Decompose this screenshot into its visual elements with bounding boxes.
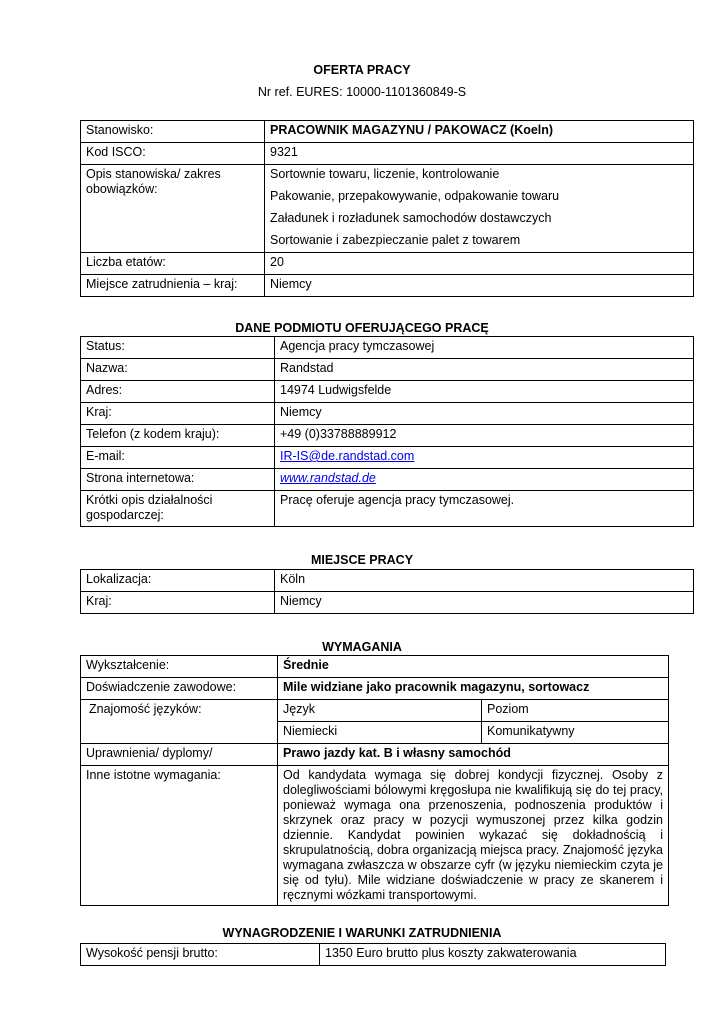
vacancies-value: 20 — [265, 253, 694, 275]
other-requirements-label: Inne istotne wymagania: — [81, 766, 278, 906]
workplace-country-value: Niemcy — [275, 592, 694, 614]
languages-label: Znajomość języków: — [81, 700, 278, 744]
name-value: Randstad — [275, 359, 694, 381]
position-table — [80, 120, 694, 297]
location-value: Köln — [275, 570, 694, 592]
salary-label: Wysokość pensji brutto: — [81, 944, 320, 966]
workplace-table — [80, 569, 694, 614]
position-label: Stanowisko: — [81, 121, 265, 143]
address-label: Adres: — [81, 381, 275, 403]
work-country-label: Miejsce zatrudnienia – kraj: — [81, 275, 265, 297]
duties-list — [265, 165, 694, 253]
position-value: PRACOWNIK MAGAZYNU / PAKOWACZ (Koeln) — [265, 121, 694, 143]
licenses-label: Uprawnienia/ dyplomy/ — [81, 744, 278, 766]
website-label: Strona internetowa: — [81, 469, 275, 491]
workplace-country-label: Kraj: — [81, 592, 275, 614]
language-value: Niemiecki — [278, 722, 482, 744]
workplace-heading: MIEJSCE PRACY — [310, 553, 414, 567]
requirements-heading: WYMAGANIA — [322, 640, 402, 654]
level-header: Poziom — [482, 700, 669, 722]
website-link[interactable]: www.randstad.de — [280, 471, 376, 485]
salary-heading: WYNAGRODZENIE I WARUNKI ZATRUDNIENIA — [222, 926, 502, 940]
education-value: Średnie — [278, 656, 669, 678]
country-value: Niemcy — [275, 403, 694, 425]
duty-item: Sortowanie i zabezpieczanie palet z towarem — [270, 233, 521, 247]
requirements-table — [80, 655, 669, 906]
status-value: Agencja pracy tymczasowej — [275, 337, 694, 359]
reference-number: Nr ref. EURES: 10000-1101360849-S — [257, 85, 467, 99]
language-header: Język — [278, 700, 482, 722]
phone-value: +49 (0)33788889912 — [275, 425, 694, 447]
duty-item: Sortownie towaru, liczenie, kontrolowanie — [270, 167, 500, 181]
email-label: E-mail: — [81, 447, 275, 469]
vacancies-label: Liczba etatów: — [81, 253, 265, 275]
duty-item: Załadunek i rozładunek samochodów dostawczych — [270, 211, 552, 225]
duties-label: Opis stanowiska/ zakres obowiązków: — [81, 165, 265, 253]
email-link[interactable]: IR-IS@de.randstad.com — [280, 449, 415, 463]
page-title: OFERTA PRACY — [313, 63, 411, 77]
name-label: Nazwa: — [81, 359, 275, 381]
employer-heading: DANE PODMIOTU OFERUJĄCEGO PRACĘ — [235, 321, 489, 335]
licenses-value: Prawo jazdy kat. B i własny samochód — [278, 744, 669, 766]
status-label: Status: — [81, 337, 275, 359]
level-value: Komunikatywny — [482, 722, 669, 744]
other-requirements-value: Od kandydata wymaga się dobrej kondycji fizycznej. Osoby z dolegliwościami bólowymi kręgosłupa nie kwalifikują się do tej pracy, ponieważ wymaga ona przenoszenia, podnoszenia produktów i skrzynek oraz pracy w pozycji wymuszonej przez kilka godzin dziennie. Kandydat powinien wykazać się dokładnością i skrupulatnością, dobra organizacją miejsca pracy. Znajomość języka wymagana zwłaszcza w obszarze cyfr (w języku niemieckim czyta je się od tyłu). Mile widziane doświadczenie w pracy ze skanerem i ręcznymi wózkami transportowymi. — [278, 766, 669, 906]
address-value: 14974 Ludwigsfelde — [275, 381, 694, 403]
business-description-value: Pracę oferuje agencja pracy tymczasowej. — [275, 491, 694, 527]
business-description-label: Krótki opis działalności gospodarczej: — [81, 491, 275, 527]
isco-label: Kod ISCO: — [81, 143, 265, 165]
salary-table — [80, 943, 666, 966]
country-label: Kraj: — [81, 403, 275, 425]
location-label: Lokalizacja: — [81, 570, 275, 592]
experience-label: Doświadczenie zawodowe: — [81, 678, 278, 700]
experience-value: Mile widziane jako pracownik magazynu, sortowacz — [278, 678, 669, 700]
work-country-value: Niemcy — [265, 275, 694, 297]
education-label: Wykształcenie: — [81, 656, 278, 678]
salary-value: 1350 Euro brutto plus koszty zakwaterowania — [320, 944, 666, 966]
duty-item: Pakowanie, przepakowywanie, odpakowanie towaru — [270, 189, 560, 203]
isco-value: 9321 — [265, 143, 694, 165]
phone-label: Telefon (z kodem kraju): — [81, 425, 275, 447]
employer-table — [80, 336, 694, 527]
